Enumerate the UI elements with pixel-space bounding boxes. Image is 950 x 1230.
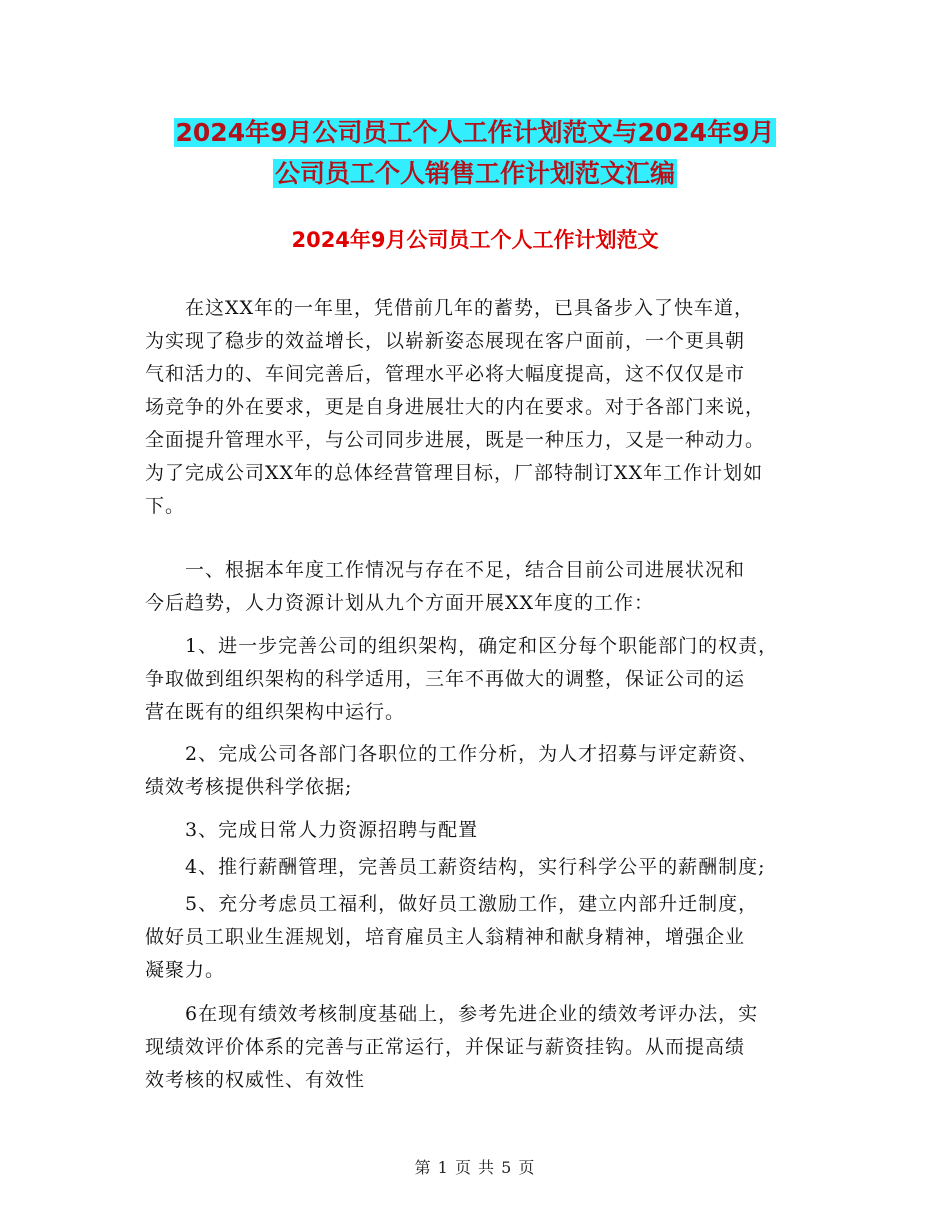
- paragraph-1: [145, 292, 817, 523]
- paragraph-line: 在这XX年的一年里，凭借前几年的蓄势，已具备步入了快车道，: [185, 297, 755, 319]
- paragraph-line: 1、进一步完善公司的组织架构，确定和区分每个职能部门的权责，: [185, 635, 779, 657]
- paragraph-line: 4、推行薪酬管理，完善员工薪资结构，实行科学公平的薪酬制度;: [185, 856, 766, 878]
- paragraph-2: [145, 554, 817, 620]
- paragraph-7: [145, 888, 817, 987]
- paragraph-line: 效考核的权威性、有效性: [145, 1069, 366, 1091]
- paragraph-line: 下。: [145, 495, 186, 517]
- paragraph-5: [145, 814, 817, 847]
- paragraph-line: 6在现有绩效考核制度基础上，参考先进企业的绩效考评办法，实: [185, 1003, 759, 1025]
- paragraph-8: [145, 998, 817, 1097]
- paragraph-line: 3、完成日常人力资源招聘与配置: [185, 819, 479, 841]
- paragraph-line: 一、根据本年度工作情况与存在不足，结合目前公司进展状况和: [185, 559, 746, 581]
- section-title: 2024年9月公司员工个人工作计划范文: [291, 228, 659, 252]
- paragraph-line: 场竞争的外在要求，更是自身进展壮大的内在要求。对于各部门来说，: [145, 396, 766, 418]
- paragraph-line: 气和活力的、车间完善后，管理水平必将大幅度提高，这不仅仅是市: [145, 363, 746, 385]
- paragraph-line: 今后趋势，人力资源计划从九个方面开展XX年度的工作：: [145, 592, 655, 614]
- paragraph-line: 为实现了稳步的效益增长，以崭新姿态展现在客户面前，一个更具朝: [145, 330, 746, 352]
- paragraph-line: 争取做到组织架构的科学适用，三年不再做大的调整，保证公司的运: [145, 668, 746, 690]
- paragraph-line: 全面提升管理水平，与公司同步进展，既是一种压力，又是一种动力。: [145, 429, 766, 451]
- paragraph-line: 绩效考核提供科学依据;: [145, 776, 353, 798]
- document-title-line-2: [130, 153, 820, 194]
- paragraph-line: 5、充分考虑员工福利，做好员工激励工作，建立内部升迁制度，: [185, 893, 759, 915]
- paragraph-line: 做好员工职业生涯规划，培育雇员主人翁精神和献身精神，增强企业: [145, 926, 746, 948]
- paragraph-4: [145, 738, 817, 804]
- paragraph-line: 为了完成公司XX年的总体经营管理目标，厂部特制订XX年工作计划如: [145, 462, 764, 484]
- page-footer: 第 1 页 共 5 页: [414, 1158, 536, 1177]
- title-highlight-2: 公司员工个人销售工作计划范文汇编: [274, 159, 675, 188]
- document-title-line-1: [130, 112, 820, 153]
- title-highlight-1: 2024年9月公司员工个人工作计划范文与2024年9月: [175, 118, 775, 147]
- paragraph-3: [145, 630, 817, 729]
- paragraph-6: [145, 851, 817, 884]
- paragraph-line: 现绩效评价体系的完善与正常运行，并保证与薪资挂钩。从而提高绩: [145, 1036, 746, 1058]
- paragraph-line: 营在既有的组织架构中运行。: [145, 701, 406, 723]
- paragraph-line: 2、完成公司各部门各职位的工作分析，为人才招募与评定薪资、: [185, 743, 759, 765]
- paragraph-line: 凝聚力。: [145, 959, 226, 981]
